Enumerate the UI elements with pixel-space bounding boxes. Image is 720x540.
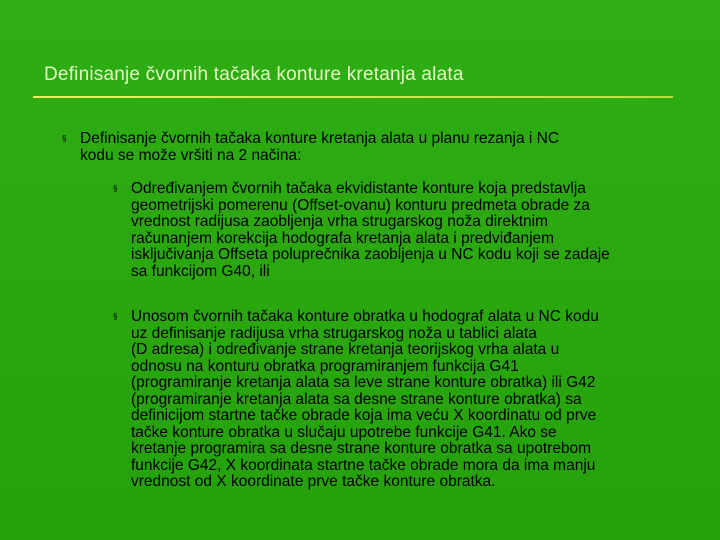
bullet-level2-a (131, 181, 610, 280)
text-line: vrednost od X koordinate prve tačke konture obratka. (131, 473, 496, 490)
text-line: (programiranje kretanja alata sa desne strane konture obratka) sa (131, 390, 582, 408)
text-line: funkcije G42, X koordinata startne tačke obrade mora da ima manju (131, 456, 596, 474)
text-line: geometrijski pomerenu (Offset-ovanu) konturu predmeta obrade za (131, 196, 590, 214)
text-line: (programiranje kretanja alata sa leve strane konture obratka) ili G42 (131, 374, 596, 391)
title-divider (33, 96, 673, 98)
bullet-icon: § (62, 134, 67, 143)
bullet-icon: § (113, 184, 118, 193)
text-line: uz definisanje radijusa vrha strugarskog noža u tablici alata (131, 324, 537, 342)
bullet-level2-b (131, 309, 599, 491)
slide-title: Definisanje čvornih tačaka konture kretanja alata (44, 64, 464, 85)
text-line: isključivanja Offseta poluprečnika zaobljenja u NC kodu koji se zadaje (131, 246, 610, 263)
text-line: Definisanje čvornih tačaka konture kretanja alata u planu rezanja i NC (80, 130, 560, 147)
text-line: Unosom čvornih tačaka konture obratka u hodograf alata u NC kodu (131, 308, 599, 325)
text-line: sa funkcijom G40, ili (131, 262, 270, 280)
text-line: kodu se može vršiti na 2 načina: (80, 146, 302, 164)
text-line: (D adresa) i određivanje strane kretanja teorijskog vrha alata u (131, 341, 560, 358)
text-line: odnosu na konturu obratka programiranjem funkcija G41 (131, 357, 519, 375)
text-line: kretanje programira sa desne strane konture obratka sa upotrebom (131, 440, 592, 457)
text-line: računanjem korekcija hodografa kretanja alata i predviđanjem (131, 229, 555, 247)
bullet-icon: § (113, 312, 118, 321)
text-line: Određivanjem čvornih tačaka ekvidistante konture koja predstavlja (131, 180, 586, 197)
bullet-level1 (80, 131, 559, 164)
text-line: tačke konture obratka u slučaju upotrebe funkcije G41. Ako se (131, 423, 557, 441)
text-line: definicijom startne tačke obrade koja ima veću X koordinatu od prve (131, 407, 597, 424)
text-line: vrednost radijusa zaobljenja vrha strugarskog noža direktnim (131, 213, 548, 230)
